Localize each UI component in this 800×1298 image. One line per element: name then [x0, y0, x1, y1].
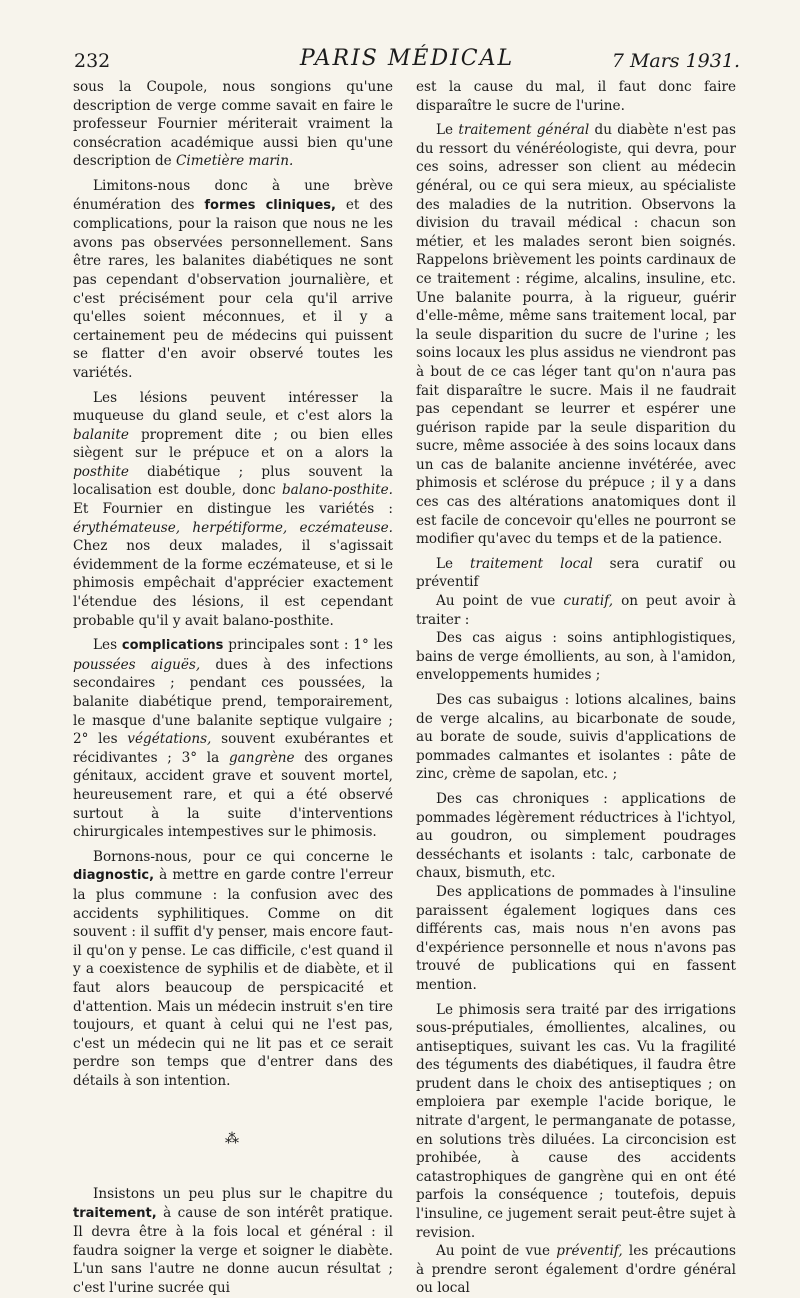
issue-date: 7 Mars 1931.	[611, 50, 740, 72]
paragraph: Limitons-nous donc à une brève énumération des formes cliniques, et des complications, pour la raison que nous ne les avons pas observées personnellement. Sans être rares, les balanites diabétiques ne sont pas cependant d'observation journalière, et c'est précisément pour cela qu'il arrive qu'elles soient méconnues, et il y a certainement peu de médecins qui puissent se flatter d'en avoir observé toutes les variétés.	[73, 177, 393, 381]
paragraph: Des cas chroniques : applications de pommades légèrement réductrices à l'ichtyol, au goudron, ou simplement poudrages desséchants et isolants : talc, carbonate de chaux, bismuth, etc.	[416, 790, 736, 882]
running-header	[74, 46, 740, 80]
paragraph: Les lésions peuvent intéresser la muqueuse du gland seule, et c'est alors la balanite proprement dite ; ou bien elles siègent sur le prépuce et on a alors la posthite diabétique ; plus souvent la localisation est double, donc balano-posthite. Et Fournier en distingue les variétés : érythémateuse, herpétiforme, eczémateuse. Chez nos deux malades, il s'agissait évidemment de la forme eczémateuse, et si le phimosis empêchait d'apprécier exactement l'étendue des lésions, il est cependant probable qu'il y avait balano-posthite.	[73, 389, 393, 629]
paragraph: sous la Coupole, nous songions qu'une description de verge comme savait en faire le professeur Fournier mériterait vraiment la consécration académique aussi bien qu'une description de Cimetière marin.	[73, 79, 393, 170]
paragraph: Le traitement général du diabète n'est pas du ressort du vénéréologiste, qui devra, pour ces soins, adresser son client au médecin général, ou ce qui sera mieux, au spécialiste des maladies de la nutrition. Observons la division du travail médical : chacun son métier, et les malades seront bien soignés. Rappelons brièvement les points cardinaux de ce traitement : régime, alcalins, insuline, etc. Une balanite pourra, à la rigueur, guérir d'elle-même, même sans traitement local, par la seule disparition du sucre de l'urine ; les soins locaux les plus assidus ne viendront pas à bout de ce cas léger tant qu'on n'aura pas fait disparaître le sucre. Mais il ne faudrait pas cependant se leurrer et espérer une guérison rapide par la seule disparition du sucre, même associée à des soins locaux dans un cas de balanite ancienne invétérée, avec phimosis et sclérose du prépuce ; il y a dans ces cas des altérations anatomiques dont il est facile de concevoir qu'elles ne pourront se modifier qu'avec du temps et de la patience.	[416, 122, 736, 548]
section-asterism: ⁂	[225, 1131, 241, 1148]
right-column	[416, 78, 736, 1298]
paragraph: Au point de vue préventif, les précautions à prendre seront également d'ordre général ou local	[416, 1243, 736, 1297]
paragraph: Des cas subaigus : lotions alcalines, bains de verge alcalins, au bicarbonate de soude, au borate de soude, suivis d'applications de pommades calmantes et isolantes : pâte de zinc, crème de sapolan, etc. ;	[416, 692, 736, 783]
paragraph: Insistons un peu plus sur le chapitre du traitement, à cause de son intérêt pratique. Il devra être à la fois local et général : il faudra soigner la verge et soigner le diabète. L'un sans l'autre ne donne aucun résultat ; c'est l'urine sucrée qui	[73, 1186, 393, 1297]
paragraph: Le traitement local sera curatif ou préventif	[416, 555, 736, 591]
paragraph: Le phimosis sera traité par des irrigations sous-préputiales, émollientes, alcalines, ou antiseptiques, suivant les cas. Vu la fragilité des téguments des diabétiques, il faudra être prudent dans le choix des antiseptiques ; on emploiera par exemple l'acide borique, le nitrate d'argent, le permanganate de potasse, en solutions très diluées. La circoncision est prohibée, à cause des accidents catastrophiques de gangrène qui en ont été parfois la conséquence ; toutefois, depuis l'insuline, ce jugement serait peut-être sujet à revision.	[416, 1001, 736, 1241]
page-number: 232	[74, 50, 111, 72]
paragraph: Des applications de pommades à l'insuline paraissent également logiques dans ces différents cas, mais nous n'en avons pas d'expérience personnelle et nous n'avons pas trouvé de publications qui en fassent mention.	[416, 883, 736, 993]
paragraph: Des cas aigus : soins antiphlogistiques, bains de verge émollients, au son, à l'amidon, enveloppements humides ;	[416, 630, 736, 684]
left-column	[73, 78, 393, 1298]
paragraph: est la cause du mal, il faut donc faire disparaître le sucre de l'urine.	[416, 79, 736, 114]
paragraph: Bornons-nous, pour ce qui concerne le diagnostic, à mettre en garde contre l'erreur la plus commune : la confusion avec des accidents syphilitiques. Comme on dit souvent : il suffit d'y penser, mais encore faut-il qu'on y pense. Le cas difficile, c'est quand il y a coexistence de syphilis et de diabète, et il faut alors beaucoup de perspicacité et d'attention. Mais un médecin instruit s'en tire toujours, et quant à celui qui ne l'est pas, c'est un médecin qui ne lit pas et ce serait perdre son temps que d'entrer dans des détails à son intention.	[73, 848, 393, 1089]
paragraph: Les complications principales sont : 1° les poussées aiguës, dues à des infections secondaires ; pendant ces poussées, la balanite diabétique prend, temporairement, le masque d'une balanite septique vulgaire ; 2° les végétations, souvent exubérantes et récidivantes ; 3° la gangrène des organes génitaux, accident grave et souvent mortel, heureusement rare, et qui a été observé surtout à la suite d'interventions chirurgicales intempestives sur le phimosis.	[73, 637, 394, 841]
journal-title: PARIS MÉDICAL	[299, 46, 515, 71]
paragraph: Au point de vue curatif, on peut avoir à traiter :	[416, 593, 736, 628]
